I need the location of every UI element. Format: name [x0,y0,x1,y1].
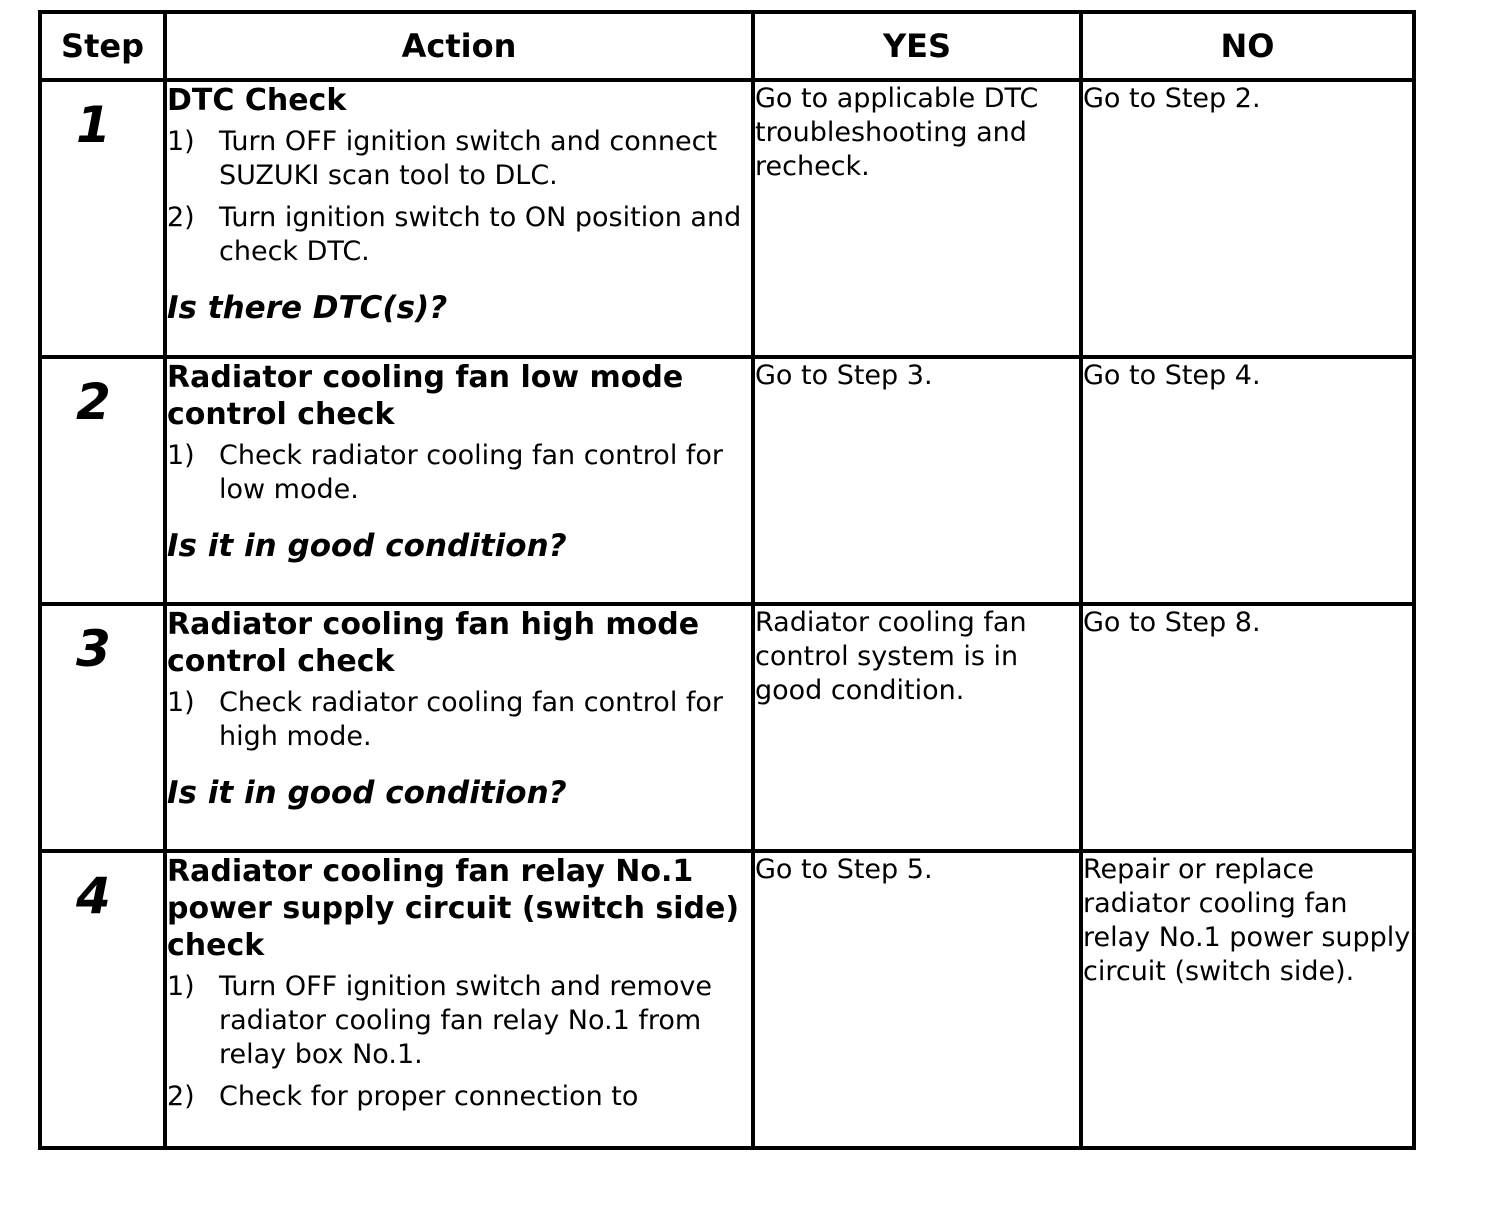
yes-cell: Go to Step 3. [753,357,1081,604]
action-steps [167,686,751,754]
no-cell: Go to Step 4. [1081,357,1414,604]
no-cell: Go to Step 2. [1081,80,1414,357]
action-question: Is it in good condition? [167,775,567,811]
action-step-number: 1) [167,126,195,157]
yes-cell: Radiator cooling fan control system is in good condition. [753,604,1081,851]
yes-cell: Go to Step 5. [753,851,1081,1148]
action-step [167,686,751,754]
diagnostic-table [38,10,1416,1150]
action-step-text: Turn ignition switch to ON position and check DTC. [219,202,742,267]
action-title: Radiator cooling fan relay No.1 power supply circuit (switch side) check [167,854,740,963]
step-cell [40,604,165,851]
action-step-text: Check radiator cooling fan control for low mode. [219,440,724,505]
action-step [167,970,751,1072]
header-no: NO [1081,12,1414,80]
action-step-text: Turn OFF ignition switch and connect SUZUKI scan tool to DLC. [219,126,718,191]
action-steps [167,970,751,1114]
header-action: Action [165,12,753,80]
action-title: DTC Check [167,83,347,118]
action-title: Radiator cooling fan low mode control check [167,360,684,432]
action-step [167,201,751,269]
action-question: Is it in good condition? [167,528,567,564]
table-row [40,851,1414,1148]
action-step [167,125,751,193]
action-step-number: 2) [167,202,195,233]
action-step [167,1080,751,1114]
step-cell [40,851,165,1148]
action-step [167,439,751,507]
action-steps [167,125,751,269]
step-number: 3 [76,620,111,678]
action-title: Radiator cooling fan high mode control check [167,607,700,679]
action-cell [165,851,753,1148]
action-cell [165,357,753,604]
action-steps [167,439,751,507]
action-cell [165,80,753,357]
action-step-text: Check radiator cooling fan control for high mode. [219,687,724,752]
step-number: 1 [76,96,111,154]
header-row [40,12,1414,80]
action-step-number: 2) [167,1081,195,1112]
step-cell [40,357,165,604]
no-cell: Go to Step 8. [1081,604,1414,851]
action-cell [165,604,753,851]
action-step-number: 1) [167,971,195,1002]
header-step: Step [40,12,165,80]
no-cell: Repair or replace radiator cooling fan relay No.1 power supply circuit (switch side). [1081,851,1414,1148]
yes-cell: Go to applicable DTC troubleshooting and recheck. [753,80,1081,357]
table-row [40,80,1414,357]
header-yes: YES [753,12,1081,80]
action-step-text: Turn OFF ignition switch and remove radiator cooling fan relay No.1 from relay box No.1. [219,971,712,1070]
table-row [40,604,1414,851]
step-number: 2 [76,373,111,431]
action-step-number: 1) [167,440,195,471]
action-question: Is there DTC(s)? [167,290,448,326]
action-step-text: Check for proper connection to [219,1081,639,1112]
step-cell [40,80,165,357]
step-number: 4 [76,867,111,925]
action-step-number: 1) [167,687,195,718]
table-row [40,357,1414,604]
